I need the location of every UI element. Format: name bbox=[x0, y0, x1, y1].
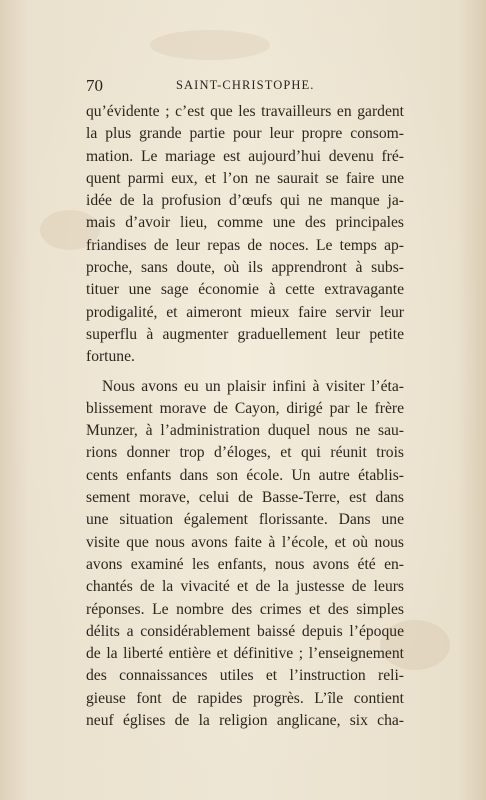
text-line: fortune. bbox=[86, 348, 135, 366]
text-line: mation. Le mariage est aujourd’hui devenu fré- bbox=[86, 147, 404, 165]
text-line: visite que nous avons faite à l’école, et où nous bbox=[86, 533, 404, 551]
body-text bbox=[86, 101, 404, 732]
paragraph-gap bbox=[86, 369, 404, 376]
text-line: des connaissances utiles et l’instruction reli- bbox=[86, 667, 404, 685]
text-line: avons examiné les enfants, nous avons été en- bbox=[86, 555, 404, 573]
text-line: chantés de la vivacité et de la justesse de leurs bbox=[86, 578, 404, 596]
text-line: une situation également florissante. Dans une bbox=[86, 511, 404, 529]
text-line: rions donner trop d’éloges, et qui réunit trois bbox=[86, 444, 404, 462]
text-line: mais d’avoir lieu, comme une des principales bbox=[86, 214, 404, 232]
running-head: SAINT-CHRISTOPHE. bbox=[176, 78, 315, 92]
text-line: délits a considérablement baissé depuis l’époque bbox=[86, 622, 404, 640]
text-line: blissement morave de Cayon, dirigé par le frère bbox=[86, 399, 404, 417]
text-line: sement morave, celui de Basse-Terre, est dans bbox=[86, 489, 404, 507]
text-line: friandises de leur repas de noces. Le temps ap- bbox=[86, 236, 404, 254]
text-line: la plus grande partie pour leur propre consom- bbox=[86, 125, 404, 143]
text-line: Munzer, à l’administration duquel nous ne sau- bbox=[86, 422, 404, 440]
paper-stain bbox=[150, 30, 270, 60]
text-line: prodigalité, et aimeront mieux faire servir leur bbox=[86, 303, 404, 321]
page-number: 70 bbox=[86, 76, 103, 95]
text-line: cents enfants dans son école. Un autre établis- bbox=[86, 466, 404, 484]
text-line: gieuse font de rapides progrès. L’île contient bbox=[86, 689, 404, 707]
text-line: quent parmi eux, et l’on ne saurait se faire une bbox=[86, 169, 404, 187]
paragraph bbox=[86, 376, 404, 733]
text-line: proche, sans doute, où ils apprendront à subs- bbox=[86, 259, 404, 277]
text-line: neuf églises de la religion anglicane, six cha- bbox=[86, 712, 404, 730]
text-line: tituer une sage économie à cette extravagante bbox=[86, 281, 404, 299]
paragraph bbox=[86, 101, 404, 369]
text-line: idée de la profusion d’œufs qui ne manque ja- bbox=[86, 192, 404, 210]
page-header bbox=[86, 76, 404, 100]
text-line: réponses. Le nombre des crimes et des simples bbox=[86, 600, 404, 618]
text-line: superflu à augmenter graduellement leur petite bbox=[86, 325, 404, 343]
text-line: qu’évidente ; c’est que les travailleurs en gardent bbox=[86, 103, 404, 120]
text-line: Nous avons eu un plaisir infini à visiter l’éta- bbox=[102, 377, 404, 395]
text-line: de la liberté entière et définitive ; l’enseignement bbox=[86, 645, 404, 663]
